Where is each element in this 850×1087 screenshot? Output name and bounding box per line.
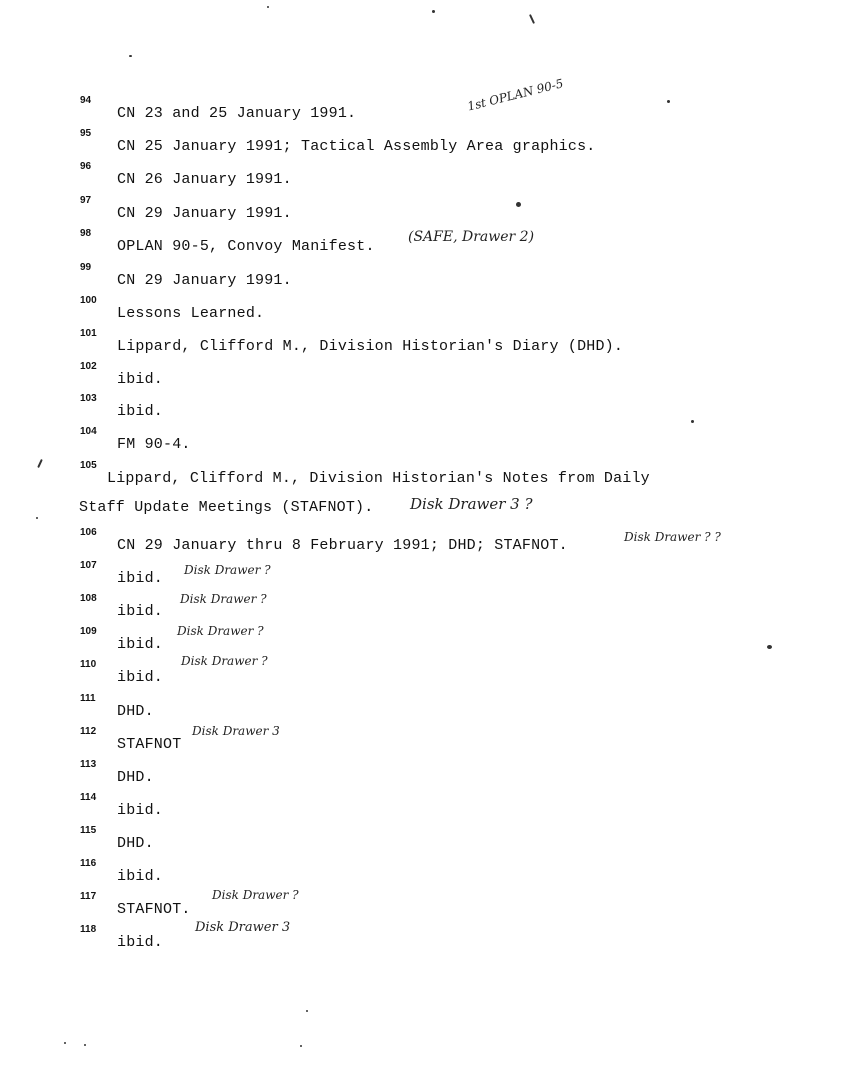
handwritten-note-105: Disk Drawer 3 ? (410, 495, 533, 513)
handwritten-top-annotation: 1st OPLAN 90-5 (466, 76, 565, 114)
endnote-number: 99 (80, 262, 92, 273)
endnote-number: 112 (80, 726, 97, 737)
scan-speck (36, 517, 38, 519)
endnote-number: 110 (80, 659, 97, 670)
endnote-text: CN 29 January 1991. (117, 272, 292, 289)
endnote-text: Lippard, Clifford M., Division Historian's Notes from Daily (107, 470, 650, 487)
endnote-105 (0, 460, 850, 486)
endnote-text: DHD. (117, 835, 154, 852)
endnote-text: ibid. (117, 603, 164, 620)
endnote-text: ibid. (117, 636, 164, 653)
endnote-text: STAFNOT. (117, 901, 191, 918)
handwritten-note-106: Disk Drawer ? ? (624, 530, 721, 544)
endnote-number: 118 (80, 924, 97, 935)
endnote-number: 101 (80, 328, 97, 339)
scan-speck (306, 1010, 308, 1012)
endnote-text: ibid. (117, 570, 164, 587)
endnote-number: 94 (80, 95, 92, 106)
endnote-103 (0, 393, 850, 419)
handwritten-note-107: Disk Drawer ? (184, 563, 271, 577)
endnote-104 (0, 426, 850, 452)
endnote-number: 103 (80, 393, 97, 404)
endnote-114 (0, 792, 850, 818)
endnote-110 (0, 659, 850, 685)
endnote-105-continuation: Staff Update Meetings (STAFNOT). (79, 499, 374, 516)
endnote-112 (0, 726, 850, 752)
endnote-text: DHD. (117, 703, 154, 720)
endnote-118 (0, 924, 850, 950)
endnote-number: 115 (80, 825, 97, 836)
endnote-99 (0, 262, 850, 288)
endnote-number: 113 (80, 759, 97, 770)
handwritten-note-117: Disk Drawer ? (212, 888, 299, 902)
endnote-number: 114 (80, 792, 97, 803)
handwritten-note-112: Disk Drawer 3 (192, 724, 280, 738)
endnote-text: ibid. (117, 371, 164, 388)
endnote-text: DHD. (117, 769, 154, 786)
endnote-101 (0, 328, 850, 354)
endnote-text: ibid. (117, 802, 164, 819)
endnote-number: 106 (80, 527, 97, 538)
scan-speck (64, 1042, 66, 1044)
endnote-number: 96 (80, 161, 92, 172)
endnote-number: 104 (80, 426, 97, 437)
endnote-text: CN 25 January 1991; Tactical Assembly Area graphics. (117, 138, 596, 155)
endnote-108 (0, 593, 850, 619)
scan-speck (267, 6, 269, 8)
scan-speck (691, 420, 694, 423)
endnote-number: 95 (80, 128, 92, 139)
endnote-number: 102 (80, 361, 97, 372)
endnote-text: ibid. (117, 934, 164, 951)
handwritten-note-98: (SAFE, Drawer 2) (408, 229, 535, 245)
endnote-116 (0, 858, 850, 884)
endnote-text: CN 23 and 25 January 1991. (117, 105, 357, 122)
endnote-94 (0, 95, 850, 121)
endnote-97 (0, 195, 850, 221)
endnote-number: 97 (80, 195, 92, 206)
endnote-102 (0, 361, 850, 387)
scan-speck (529, 14, 535, 24)
scan-speck (516, 202, 521, 207)
endnote-number: 105 (80, 460, 97, 471)
endnote-number: 100 (80, 295, 97, 306)
endnote-text: CN 26 January 1991. (117, 171, 292, 188)
endnote-text: CN 29 January thru 8 February 1991; DHD; STAFNOT. (117, 537, 568, 554)
endnote-number: 109 (80, 626, 97, 637)
endnote-text: ibid. (117, 403, 164, 420)
endnote-text: Lippard, Clifford M., Division Historian's Diary (DHD). (117, 338, 624, 355)
endnote-number: 116 (80, 858, 97, 869)
endnote-107 (0, 560, 850, 586)
handwritten-note-108: Disk Drawer ? (180, 592, 267, 606)
endnote-number: 108 (80, 593, 97, 604)
endnote-text: ibid. (117, 868, 164, 885)
handwritten-note-118: Disk Drawer 3 (195, 920, 291, 935)
scan-speck (767, 645, 772, 649)
endnote-number: 117 (80, 891, 97, 902)
endnote-number: 107 (80, 560, 97, 571)
endnote-109 (0, 626, 850, 652)
scan-speck (432, 10, 435, 13)
endnote-106 (0, 527, 850, 553)
scan-speck (667, 100, 670, 103)
endnote-96 (0, 161, 850, 187)
scan-speck (84, 1044, 86, 1046)
endnote-113 (0, 759, 850, 785)
endnote-text: ibid. (117, 669, 164, 686)
endnote-111 (0, 693, 850, 719)
endnote-100 (0, 295, 850, 321)
endnote-text: STAFNOT (117, 736, 182, 753)
endnote-number: 98 (80, 228, 92, 239)
scan-speck (129, 55, 132, 57)
endnote-text: OPLAN 90-5, Convoy Manifest. (117, 238, 375, 255)
scan-speck (300, 1045, 302, 1047)
handwritten-note-109: Disk Drawer ? (177, 624, 264, 638)
endnote-115 (0, 825, 850, 851)
endnote-95 (0, 128, 850, 154)
endnote-117 (0, 891, 850, 917)
endnote-text: CN 29 January 1991. (117, 205, 292, 222)
endnote-text: Lessons Learned. (117, 305, 265, 322)
endnote-number: 111 (80, 693, 96, 704)
endnote-text: FM 90-4. (117, 436, 191, 453)
handwritten-note-110: Disk Drawer ? (181, 654, 268, 668)
